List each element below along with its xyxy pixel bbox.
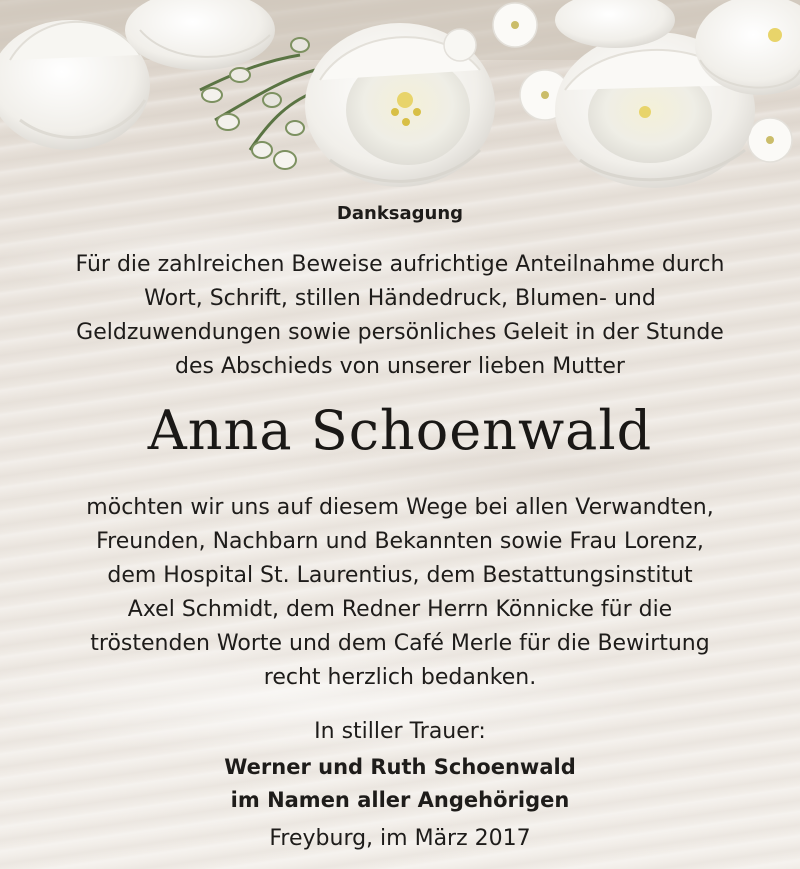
deceased-name: Anna Schoenwald (147, 399, 653, 462)
intro-line: Für die zahlreichen Beweise aufrichtige Anteilnahme durch (75, 252, 725, 277)
family-signature (0, 751, 800, 817)
body-paragraph (0, 491, 800, 695)
body-line: möchten wir uns auf diesem Wege bei allen Verwandten, (86, 495, 714, 520)
tulips-decoration (0, 0, 800, 200)
mourning-label: In stiller Trauer: (314, 719, 486, 744)
intro-line: des Abschieds von unserer lieben Mutter (175, 354, 625, 379)
heading: Danksagung (336, 203, 464, 224)
intro-line: Geldzuwendungen sowie persönliches Geleit in der Stunde (76, 320, 724, 345)
body-line: Axel Schmidt, dem Redner Herrn Könnicke für die (127, 597, 673, 622)
body-line: dem Hospital St. Laurentius, dem Bestattungsinstitut (107, 563, 693, 588)
place-date: Freyburg, im März 2017 (269, 826, 531, 851)
intro-paragraph (0, 248, 800, 384)
body-line: recht herzlich bedanken. (263, 665, 537, 690)
body-line: Freunden, Nachbarn und Bekannten sowie Frau Lorenz, (96, 529, 704, 554)
family-line: Werner und Ruth Schoenwald (224, 755, 576, 779)
body-line: tröstenden Worte und dem Café Merle für die Bewirtung (90, 631, 710, 656)
family-line: im Namen aller Angehörigen (230, 788, 570, 812)
intro-line: Wort, Schrift, stillen Händedruck, Blumen- und (144, 286, 656, 311)
